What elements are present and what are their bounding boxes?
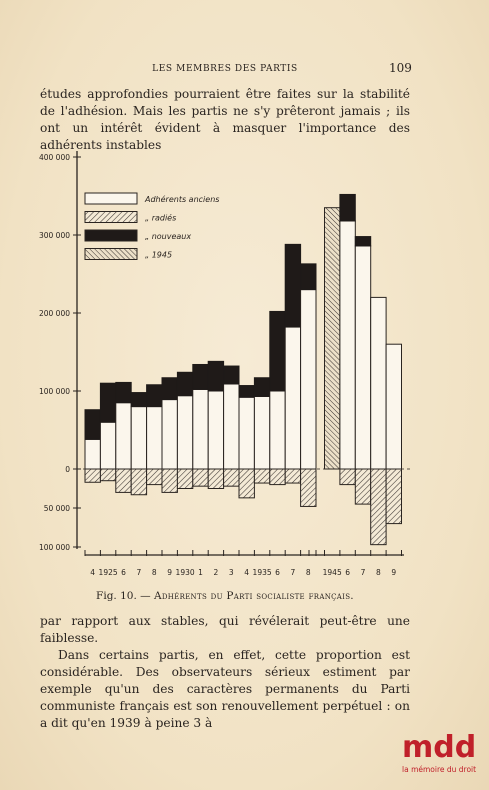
bar-nouveaux: [340, 194, 355, 221]
bar-nouveaux: [285, 244, 300, 327]
bar-nouveaux: [254, 378, 269, 397]
bar-anciens: [85, 439, 100, 469]
legend-swatch: [85, 230, 137, 241]
bar-radies: [193, 469, 208, 486]
bar-anciens: [254, 396, 269, 469]
legend-label: „ 1945: [145, 250, 173, 260]
bar-anciens: [100, 422, 115, 469]
bar-anciens: [285, 327, 300, 469]
bar-radies: [100, 469, 115, 481]
bar-nouveaux: [239, 386, 254, 398]
y-axis: [39, 151, 81, 552]
x-tick-label: 1: [198, 568, 203, 577]
x-tick-label: 8: [305, 568, 311, 577]
bar-anciens: [147, 407, 162, 469]
x-tick-label: 4: [90, 568, 96, 577]
paragraph: par rapport aux stables, qui révélerait peut-être une faiblesse.: [40, 614, 410, 645]
bar-radies: [208, 469, 223, 489]
bar-anciens: [177, 396, 192, 469]
bar-nouveaux: [355, 237, 370, 246]
bar-nouveaux: [116, 382, 131, 402]
x-tick-label: 1935: [252, 568, 272, 577]
bar-nouveaux: [85, 410, 100, 440]
x-axis: [85, 550, 404, 577]
bar-radies: [116, 469, 131, 492]
y-tick-label: 100 000: [38, 387, 70, 396]
bar-radies: [131, 469, 146, 495]
bar-radies: [270, 469, 285, 485]
y-tick-label: 50 000: [43, 504, 70, 513]
body-text-bottom: [40, 613, 410, 732]
x-tick-label: 1945: [322, 568, 342, 577]
legend: [85, 193, 219, 260]
bar-radies: [340, 469, 355, 485]
bar-anciens: [224, 384, 239, 469]
x-tick-label: 7: [360, 568, 366, 577]
bar-nouveaux: [270, 311, 285, 391]
bar-anciens: [193, 389, 208, 469]
x-tick-label: 1930: [175, 568, 195, 577]
bar-anciens: [116, 403, 131, 469]
bar-anciens: [131, 407, 146, 469]
bar-radies: [301, 469, 316, 506]
caption-text: Adhérents du Parti socialiste français.: [153, 590, 354, 602]
bar-nouveaux: [193, 364, 208, 389]
legend-label: „ radiés: [145, 213, 177, 223]
bar-radies: [254, 469, 269, 483]
bar-anciens: [270, 391, 285, 469]
bar-radies: [386, 469, 401, 524]
bar-anciens: [386, 344, 401, 469]
bar-radies: [371, 469, 386, 545]
legend-label: „ nouveaux: [145, 232, 192, 241]
bar-radies: [85, 469, 100, 482]
x-tick-label: 8: [151, 568, 157, 577]
x-tick-label: 6: [275, 568, 280, 577]
y-tick-label: 200 000: [38, 309, 70, 318]
bar-radies: [239, 469, 254, 498]
caption-prefix: Fig. 10. —: [96, 590, 154, 602]
x-tick-label: 8: [376, 568, 381, 577]
bar-1945: [325, 208, 340, 469]
x-tick-label: 6: [345, 568, 350, 577]
publisher-logo: [402, 730, 489, 783]
x-tick-label: 7: [136, 568, 142, 577]
bar-nouveaux: [208, 361, 223, 391]
x-tick-label: 4: [244, 568, 250, 577]
running-title: LES MEMBRES DES PARTIS: [152, 64, 298, 74]
bar-radies: [355, 469, 370, 504]
bar-radies: [162, 469, 177, 492]
y-tick-label: 100 000: [38, 543, 70, 552]
legend-label: Adhérents anciens: [145, 195, 220, 204]
bar-anciens: [340, 221, 355, 469]
bar-anciens: [355, 246, 370, 469]
bar-nouveaux: [301, 264, 316, 290]
bar-nouveaux: [177, 372, 192, 395]
bar-radies: [224, 469, 239, 486]
figure-caption: [40, 590, 410, 602]
x-tick-label: 2: [213, 568, 219, 577]
bar-anciens: [371, 297, 386, 469]
legend-swatch: [85, 249, 137, 260]
x-tick-label: 7: [290, 568, 296, 577]
x-tick-label: 9: [391, 568, 397, 577]
bar-nouveaux: [100, 383, 115, 422]
bar-nouveaux: [224, 366, 239, 384]
bar-nouveaux: [162, 378, 177, 400]
bar-radies: [177, 469, 192, 489]
bar-anciens: [239, 397, 254, 469]
x-tick-label: 6: [121, 568, 126, 577]
bars: [77, 194, 410, 544]
page-number: 109: [389, 61, 412, 75]
logo-mark: m d d: [402, 730, 477, 765]
body-text-top: [40, 86, 410, 154]
membership-chart: [30, 145, 420, 585]
bar-anciens: [162, 400, 177, 469]
bar-anciens: [301, 290, 316, 469]
x-tick-label: 9: [167, 568, 173, 577]
x-tick-label: 1925: [98, 568, 118, 577]
legend-swatch: [85, 212, 137, 223]
bar-radies: [147, 469, 162, 485]
y-tick-label: 0: [65, 465, 70, 474]
paragraph: Dans certains partis, en effet, cette proportion est considérable. Des observateurs sérieux estiment par exemple qu'un des caractères permanents du Parti communiste français est son renouvellement perpétuel : on a dit qu'en 1939 à peine 3 à: [40, 648, 410, 730]
bar-nouveaux: [131, 393, 146, 407]
y-tick-label: 300 000: [38, 231, 70, 240]
legend-swatch: [85, 193, 137, 204]
logo-tagline: la mémoire du droit: [402, 765, 477, 774]
x-tick-label: 3: [228, 568, 234, 577]
y-tick-label: 400 000: [38, 153, 70, 162]
bar-radies: [285, 469, 300, 483]
bar-anciens: [208, 391, 223, 469]
bar-nouveaux: [147, 385, 162, 407]
paragraph: études approfondies pourraient être faites sur la stabilité de l'adhésion. Mais les partis ne s'y prêteront jamais ; ils ont un intérêt évident à masquer l'importance des adhérents instables: [40, 87, 410, 152]
